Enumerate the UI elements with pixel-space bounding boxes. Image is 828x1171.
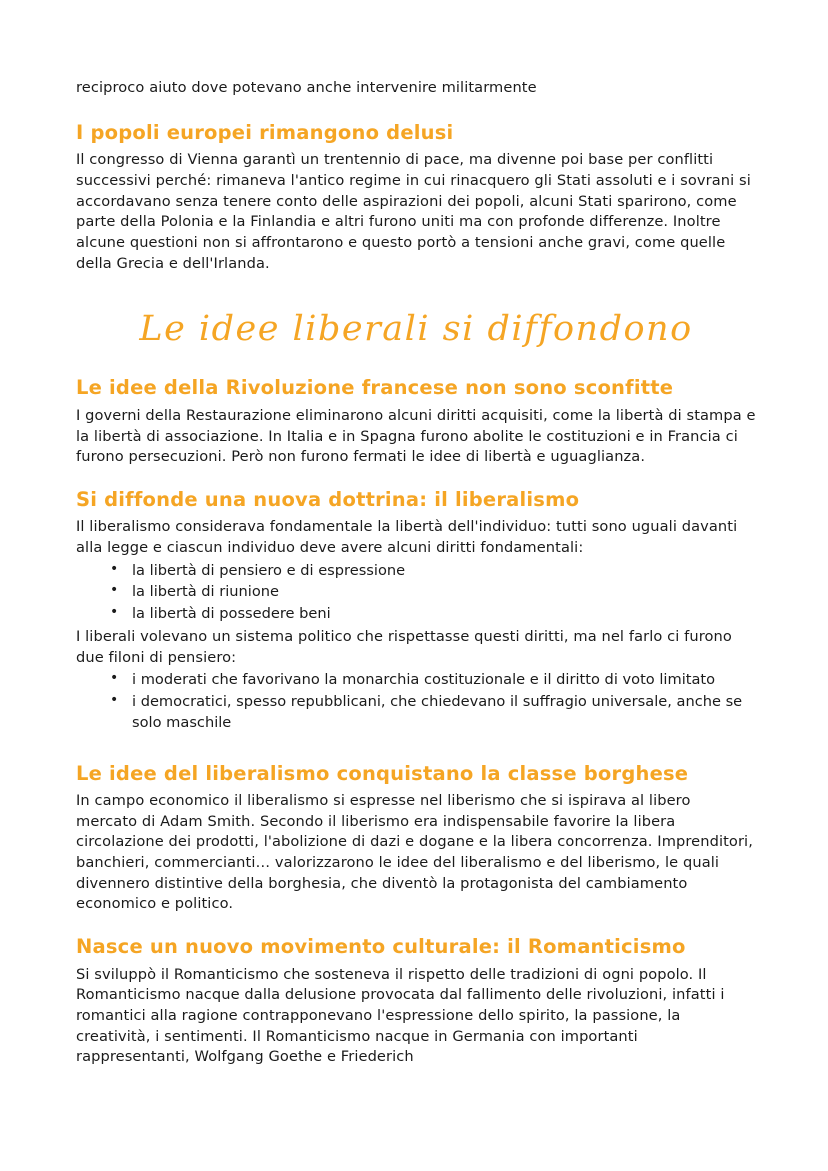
section-popoli-europei — [76, 121, 756, 275]
section-paragraph: In campo economico il liberalismo si espresse nel liberismo che si ispirava al libero mercato di Adam Smith. Secondo il liberismo era indispensabile favorire la libera circolazione dei prodotti, l'abolizione di dazi e dogane e la libera concorrenza. Imprenditori, banchieri, commercianti… valorizzarono le idee del liberalismo e del liberismo, le quali divennero distintive della borghesia, che diventò la protagonista del cambiamento economico e politico. — [76, 791, 753, 913]
section-classe-borghese — [76, 762, 756, 916]
list-item: • la libertà di possedere beni — [106, 604, 756, 625]
section-paragraph: Il liberalismo considerava fondamentale la libertà dell'individuo: tutti sono uguali davanti alla legge e ciascun individuo deve avere alcuni diritti fondamentali: — [76, 518, 738, 557]
list-item: • la libertà di pensiero e di espressione — [106, 561, 756, 582]
liberalism-currents-list — [76, 670, 756, 733]
section-heading: Si diffonde una nuova dottrina: il liberalismo — [76, 487, 580, 511]
list-item: • i democratici, spesso repubblicani, che chiedevano il suffragio universale, anche se solo maschile — [106, 692, 756, 733]
page-title: Le idee liberali si diffondono — [139, 309, 693, 350]
section-paragraph: Si sviluppò il Romanticismo che sosteneva il rispetto delle tradizioni di ogni popolo. Il Romanticismo nacque dalla delusione provocata dal fallimento delle rivoluzioni, infatti i romantici alla ragione contrapponevano l'espressione dello spirito, la passione, la creatività, i sentimenti. Il Romanticismo nacque in Germania con importanti rappresentanti, Wolfgang Goethe e Friederich — [76, 965, 725, 1066]
section-paragraph: Il congresso di Vienna garantì un trentennio di pace, ma divenne poi base per conflitti successivi perché: rimaneva l'antico regime in cui rinacquero gli Stati assoluti e i sovrani si accordavano senza tenere conto delle aspirazioni dei popoli, alcuni Stati sparirono, come parte della Polonia e la Finlandia e altri furono uniti ma con profonde differenze. Inoltre alcune questioni non si affrontarono e questo portò a tensioni anche gravi, come quelle della Grecia e dell'Irlanda. — [76, 151, 751, 272]
section-paragraph: I governi della Restaurazione eliminarono alcuni diritti acquisiti, come la libertà di stampa e la libertà di associazione. In Italia e in Spagna furono abolite le costituzioni e in Francia ci furono persecuzioni. Però non furono fermati le idee di libertà e uguaglianza. — [76, 406, 756, 466]
list-item: • i moderati che favorivano la monarchia costituzionale e il diritto di voto limitato — [106, 670, 756, 691]
section-heading: I popoli europei rimangono delusi — [76, 120, 454, 144]
section-paragraph: I liberali volevano un sistema politico che rispettasse questi diritti, ma nel farlo ci furono due filoni di pensiero: — [76, 627, 732, 666]
section-heading: Le idee del liberalismo conquistano la classe borghese — [76, 761, 689, 785]
list-item: • la libertà di riunione — [106, 582, 756, 603]
spacer — [76, 754, 756, 762]
section-romanticismo — [76, 935, 756, 1068]
section-heading: Nasce un nuovo movimento culturale: il Romanticismo — [76, 935, 686, 959]
section-liberalismo — [76, 488, 756, 734]
intro-paragraph: reciproco aiuto dove potevano anche intervenire militarmente — [76, 79, 537, 96]
section-heading: Le idee della Rivoluzione francese non sono sconfitte — [76, 376, 674, 400]
section-rivoluzione-francese — [76, 376, 756, 468]
liberalism-rights-list — [76, 561, 756, 625]
